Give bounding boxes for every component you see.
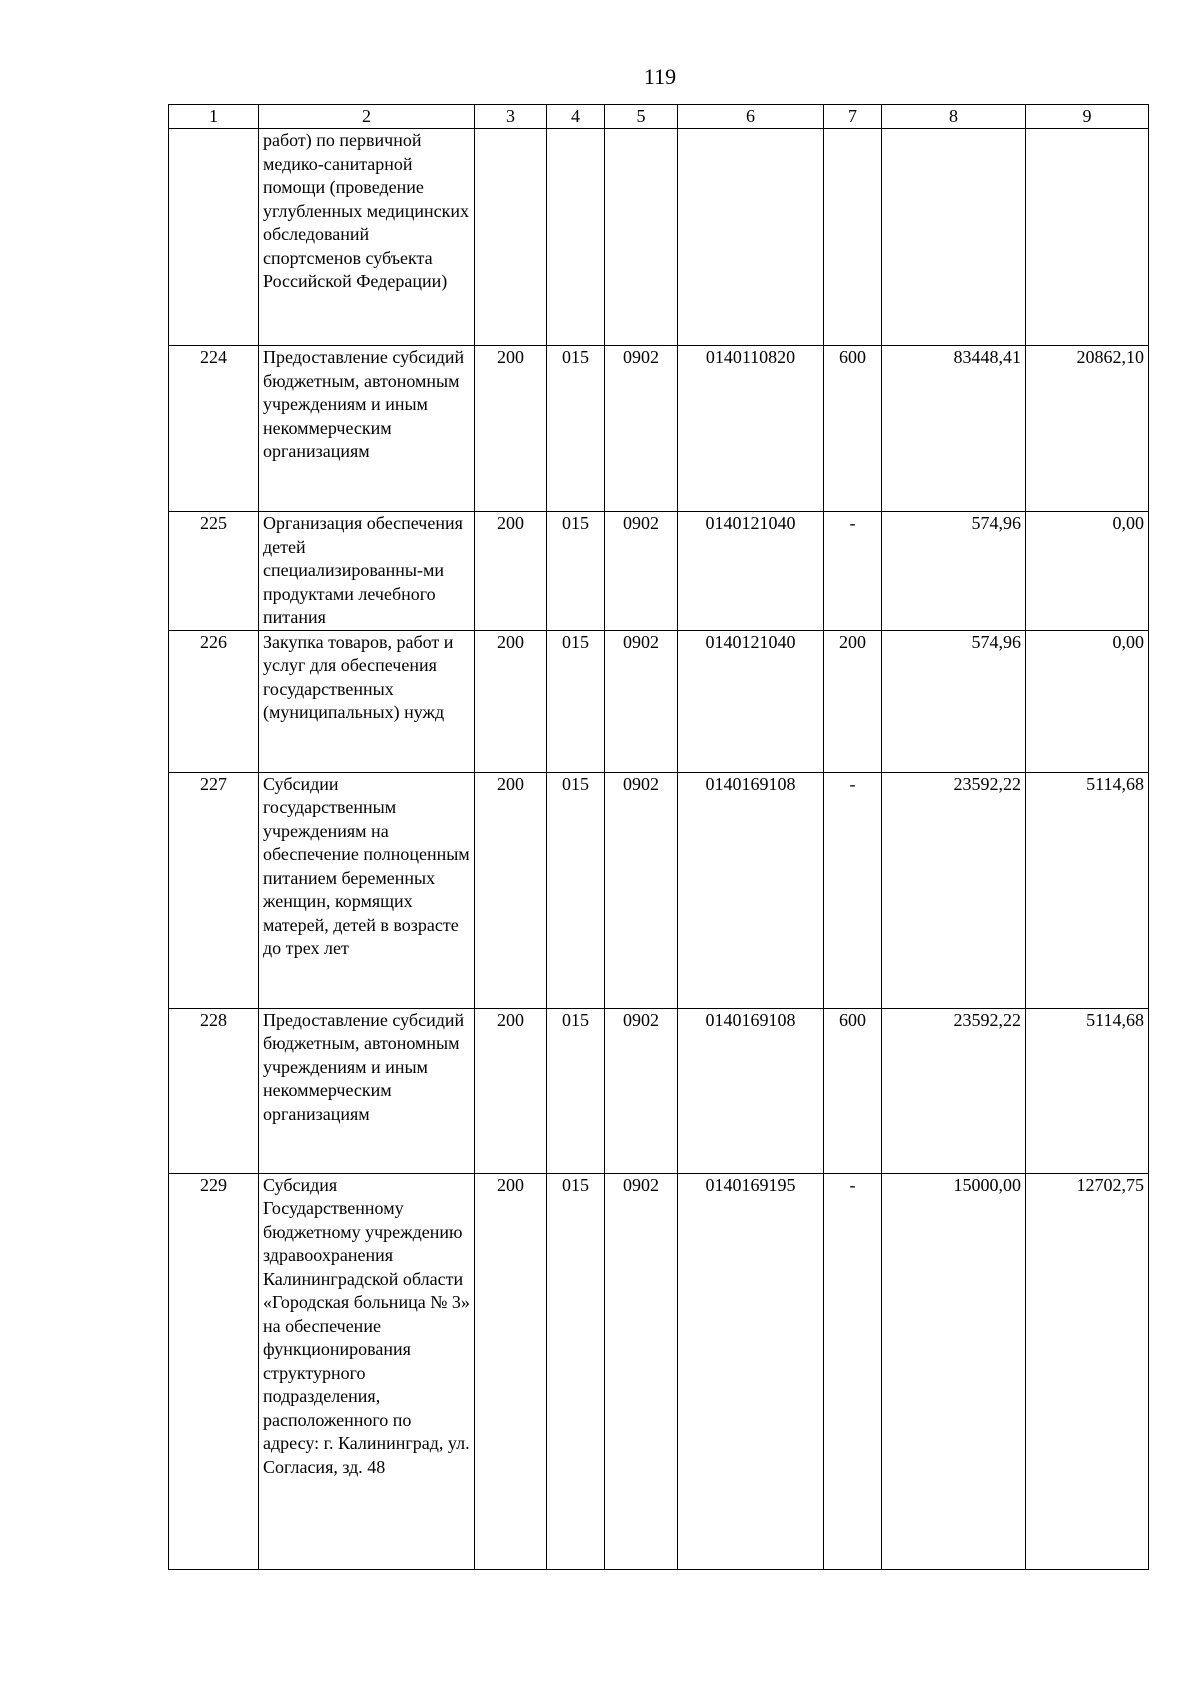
- row-number: 224: [169, 346, 259, 512]
- row-col3: 200: [475, 346, 547, 512]
- row-col6: 0140169108: [678, 1008, 824, 1173]
- header-cell-2: 2: [259, 105, 475, 129]
- row-col6: 0140169195: [678, 1173, 824, 1569]
- row-col7: -: [824, 512, 882, 631]
- row-number: 225: [169, 512, 259, 631]
- row-number: [169, 129, 259, 346]
- row-description: Предоставление субсидий бюджетным, автономным учреждениям и иным некоммерческим организациям: [259, 346, 475, 512]
- row-col6: 0140121040: [678, 630, 824, 772]
- table-row: [169, 346, 1149, 512]
- row-col3: 200: [475, 512, 547, 631]
- table-row: [169, 1008, 1149, 1173]
- row-col9: [1026, 129, 1149, 346]
- row-col7: 600: [824, 346, 882, 512]
- row-col9: 5114,68: [1026, 772, 1149, 1008]
- row-col4: 015: [547, 630, 605, 772]
- row-col3: [475, 129, 547, 346]
- row-col3: 200: [475, 1173, 547, 1569]
- header-cell-3: 3: [475, 105, 547, 129]
- row-col4: 015: [547, 512, 605, 631]
- row-col7: [824, 129, 882, 346]
- row-col8: [882, 129, 1026, 346]
- header-cell-4: 4: [547, 105, 605, 129]
- row-col9: 20862,10: [1026, 346, 1149, 512]
- row-col9: 0,00: [1026, 512, 1149, 631]
- row-col5: [605, 129, 678, 346]
- row-col5: 0902: [605, 346, 678, 512]
- table-row: [169, 772, 1149, 1008]
- table-row: [169, 630, 1149, 772]
- row-col5: 0902: [605, 630, 678, 772]
- row-col6: 0140169108: [678, 772, 824, 1008]
- row-col8: 574,96: [882, 512, 1026, 631]
- header-cell-7: 7: [824, 105, 882, 129]
- row-col9: 5114,68: [1026, 1008, 1149, 1173]
- row-col5: 0902: [605, 1008, 678, 1173]
- row-number: 229: [169, 1173, 259, 1569]
- row-col8: 83448,41: [882, 346, 1026, 512]
- page-number: 119: [643, 64, 677, 89]
- row-col7: -: [824, 772, 882, 1008]
- row-col4: [547, 129, 605, 346]
- row-description: Организация обеспечения детей специализированны-ми продуктами лечебного питания: [259, 512, 475, 631]
- header-row: [169, 105, 1149, 129]
- table-row: [169, 1173, 1149, 1569]
- row-description: Субсидии государственным учреждениям на обеспечение полноценным питанием беременных женщин, кормящих матерей, детей в возрасте до трех лет: [259, 772, 475, 1008]
- table-row: [169, 512, 1149, 631]
- row-col8: 15000,00: [882, 1173, 1026, 1569]
- budget-table: [168, 104, 1149, 1570]
- row-col7: 600: [824, 1008, 882, 1173]
- row-col7: 200: [824, 630, 882, 772]
- row-col5: 0902: [605, 1173, 678, 1569]
- row-col6: 0140110820: [678, 346, 824, 512]
- row-col7: -: [824, 1173, 882, 1569]
- row-number: 227: [169, 772, 259, 1008]
- row-col4: 015: [547, 1008, 605, 1173]
- row-col8: 23592,22: [882, 772, 1026, 1008]
- row-col4: 015: [547, 772, 605, 1008]
- row-col9: 0,00: [1026, 630, 1149, 772]
- row-description: Предоставление субсидий бюджетным, автономным учреждениям и иным некоммерческим организациям: [259, 1008, 475, 1173]
- row-description: работ) по первичной медико-санитарной помощи (проведение углубленных медицинских обследований спортсменов субъекта Российской Федерации): [259, 129, 475, 346]
- row-col8: 23592,22: [882, 1008, 1026, 1173]
- row-col4: 015: [547, 346, 605, 512]
- row-col8: 574,96: [882, 630, 1026, 772]
- row-col6: 0140121040: [678, 512, 824, 631]
- header-cell-6: 6: [678, 105, 824, 129]
- row-number: 228: [169, 1008, 259, 1173]
- row-number: 226: [169, 630, 259, 772]
- header-cell-1: 1: [169, 105, 259, 129]
- table-row: [169, 129, 1149, 346]
- row-col4: 015: [547, 1173, 605, 1569]
- row-col9: 12702,75: [1026, 1173, 1149, 1569]
- row-col5: 0902: [605, 772, 678, 1008]
- header-cell-5: 5: [605, 105, 678, 129]
- header-cell-9: 9: [1026, 105, 1149, 129]
- row-description: Субсидия Государственному бюджетному учреждению здравоохранения Калининградской области «Городская больница № 3» на обеспечение функционирования структурного подразделения, расположенного по адресу: г. Калининград, ул. Согласия, зд. 48: [259, 1173, 475, 1569]
- row-col3: 200: [475, 772, 547, 1008]
- row-col3: 200: [475, 630, 547, 772]
- row-description: Закупка товаров, работ и услуг для обеспечения государственных (муниципальных) нужд: [259, 630, 475, 772]
- header-cell-8: 8: [882, 105, 1026, 129]
- row-col6: [678, 129, 824, 346]
- row-col5: 0902: [605, 512, 678, 631]
- row-col3: 200: [475, 1008, 547, 1173]
